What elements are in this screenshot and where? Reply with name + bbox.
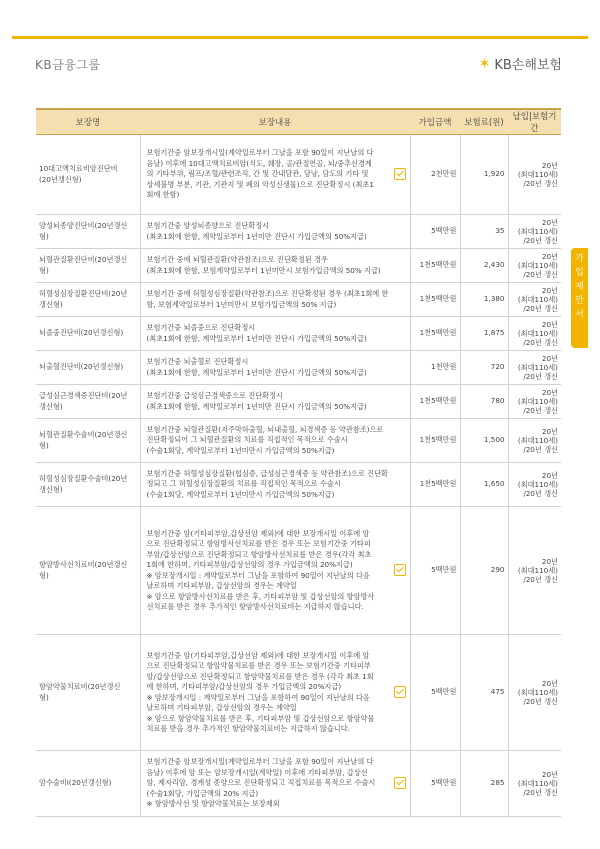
side-tab-char: 가 bbox=[575, 254, 584, 264]
coverage-detail-line: 보험기간중 암보장개시일(계약일로부터 그날을 포함 90일이 지난날의 다 bbox=[146, 148, 374, 158]
coverage-detail-line: 암, 제자리암, 경계성 종양으로 진단확정되고 직접치료를 목적으로 수술시 bbox=[146, 778, 376, 788]
coverage-detail-line: 보험기간중 암보장개시일(계약일로부터 그날을 포함 90일이 지난날의 다 bbox=[146, 757, 374, 767]
coverage-term-line: (최대110세) bbox=[517, 436, 558, 445]
coverage-name-line: 뇌졸중진단비(20년갱신형) bbox=[39, 328, 124, 338]
coverage-detail bbox=[140, 215, 410, 249]
checkbox-check-icon bbox=[394, 564, 406, 576]
coverage-premium: 1,500 bbox=[460, 419, 508, 463]
table-row bbox=[36, 751, 561, 817]
coverage-premium: 1,920 bbox=[460, 135, 508, 215]
coverage-name-line: 갱신형) bbox=[39, 299, 63, 309]
coverage-name-line: 갱신형) bbox=[39, 401, 63, 411]
table-row bbox=[36, 385, 561, 419]
coverage-detail bbox=[140, 385, 410, 419]
coverage-term bbox=[508, 463, 561, 507]
coverage-name-line: (20년갱신형) bbox=[39, 174, 82, 184]
coverage-detail bbox=[140, 283, 410, 317]
coverage-term-line: /20년 갱신 bbox=[523, 445, 558, 454]
coverage-premium: 285 bbox=[460, 751, 508, 817]
table-row bbox=[36, 351, 561, 385]
kb-star-icon: ✶ bbox=[478, 55, 491, 72]
coverage-name bbox=[36, 283, 140, 317]
coverage-name-line: 형) bbox=[39, 692, 49, 702]
coverage-premium: 720 bbox=[460, 351, 508, 385]
coverage-name-line: 뇌혈관질환수술비(20년갱신 bbox=[39, 430, 128, 439]
coverage-term-line: (최대110세) bbox=[517, 688, 558, 697]
coverage-detail-line: 의 기타부위, 림프/조혈/관련조직, 간 및 간내담관, 담낭, 담도의 기타 및 bbox=[146, 169, 369, 179]
coverage-detail-line: 보험기간중 급성심근경색증으로 진단확정시 bbox=[146, 391, 283, 400]
coverage-detail-line: 함, 보험계약일로부터 1년미만시 보험가입금액의 50% 지급) bbox=[146, 299, 337, 309]
coverage-term-line: /20년 갱신 bbox=[523, 489, 558, 498]
coverage-amount: 1천5백만원 bbox=[410, 463, 460, 507]
header-premium: 보험료(원) bbox=[460, 109, 508, 135]
coverage-detail-line: ※ 암으로 항암약물치료를 받은 후, 기타피부암 및 갑상선암으로 항암약물 bbox=[146, 713, 375, 723]
coverage-name bbox=[36, 463, 140, 507]
coverage-term-line: /20년 갱신 bbox=[523, 236, 558, 245]
coverage-term-line: /20년 갱신 bbox=[523, 406, 558, 415]
coverage-detail-line: 진단확정되어 그 뇌혈관질환의 치료를 직접적인 목적으로 수술시 bbox=[146, 435, 348, 445]
coverage-name-line: 급성심근경색증진단비(20년 bbox=[39, 391, 128, 400]
coverage-name-line: 형) bbox=[39, 231, 49, 241]
coverage-name bbox=[36, 249, 140, 283]
coverage-detail-line: ※ 암보장개시일 : 계약일로부터 그날을 포함하여 90일이 지난날의 다음 bbox=[146, 570, 370, 580]
coverage-detail bbox=[140, 751, 410, 817]
coverage-detail-line: 보험기간중 뇌혈관질환(지주막하출혈, 뇌내출혈, 뇌경색증 등 약관참조)으로 bbox=[146, 424, 384, 434]
coverage-term bbox=[508, 135, 561, 215]
header-coverage-detail: 보장내용 bbox=[140, 109, 410, 135]
coverage-term-line: 20년 bbox=[541, 471, 558, 480]
coverage-term bbox=[508, 215, 561, 249]
header-amount: 가입금액 bbox=[410, 109, 460, 135]
coverage-amount: 1천5백만원 bbox=[410, 283, 460, 317]
coverage-name bbox=[36, 317, 140, 351]
table-row bbox=[36, 215, 561, 249]
coverage-detail bbox=[140, 419, 410, 463]
coverage-detail-line: ※ 암으로 항암방사선치료를 받은 후, 기타피부암 및 갑상선암의 항암방사 bbox=[146, 591, 375, 601]
coverage-term-line: (최대110세) bbox=[517, 329, 558, 338]
table-row bbox=[36, 463, 561, 507]
coverage-premium: 1,380 bbox=[460, 283, 508, 317]
side-tab-proposal[interactable] bbox=[571, 248, 588, 348]
coverage-name-line: 항암방사선치료비(20년갱신 bbox=[39, 560, 128, 569]
coverage-detail-line: 정되고 그 허혈성심장질환의 치료를 직접적인 목적으로 수술시 bbox=[146, 479, 341, 489]
checkbox-check-icon bbox=[394, 686, 406, 698]
coverage-detail-line: ※ 항암방사선 및 항암약물치료는 보장제외 bbox=[146, 799, 280, 809]
top-accent-bar bbox=[12, 36, 588, 39]
coverage-name-line: 형) bbox=[39, 265, 49, 275]
coverage-premium: 1,650 bbox=[460, 463, 508, 507]
coverage-term-line: /20년 갱신 bbox=[523, 788, 558, 797]
coverage-name-line: 뇌혈관질환진단비(20년갱신 bbox=[39, 255, 128, 264]
coverage-detail bbox=[140, 249, 410, 283]
coverage-detail-line: 음날) 이후에 암 또는 암보장개시일(계약일) 이후에 기타피부암, 갑상선 bbox=[146, 767, 368, 777]
coverage-term bbox=[508, 249, 561, 283]
coverage-term-line: /20년 갱신 bbox=[523, 372, 558, 381]
side-tab-char: 제 bbox=[575, 282, 584, 292]
coverage-term-line: 20년 bbox=[541, 354, 558, 363]
coverage-term-line: /20년 갱신 bbox=[523, 304, 558, 313]
table-row bbox=[36, 135, 561, 215]
coverage-name bbox=[36, 419, 140, 463]
coverage-term bbox=[508, 419, 561, 463]
table-row bbox=[36, 249, 561, 283]
coverage-name-line: 갱신형) bbox=[39, 484, 63, 494]
coverage-term-line: /20년 갱신 bbox=[523, 179, 558, 188]
coverage-detail-line: 보험기간 중에 뇌혈관질환(약관참조)으로 진단확정된 경우 bbox=[146, 255, 328, 264]
coverage-detail-line: 보험기간중 뇌출혈로 진단확정시 bbox=[146, 357, 249, 366]
coverage-name bbox=[36, 507, 140, 635]
coverage-detail bbox=[140, 351, 410, 385]
coverage-name bbox=[36, 215, 140, 249]
coverage-premium: 1,875 bbox=[460, 317, 508, 351]
coverage-term-line: (최대110세) bbox=[517, 779, 558, 788]
coverage-detail-line: ※ 암보장개시일 : 계약일로부터 그날을 포함하여 90일이 지난날의 다음 bbox=[146, 692, 370, 702]
coverage-name-line: 항암약물치료비(20년갱신 bbox=[39, 682, 121, 691]
coverage-term-line: 20년 bbox=[541, 427, 558, 436]
coverage-detail-line: 회에 한함) bbox=[146, 190, 180, 200]
table-row bbox=[36, 635, 561, 751]
coverage-detail-line: (수술1회당, 가입금액의 20% 지급) bbox=[146, 788, 259, 798]
coverage-term-line: /20년 갱신 bbox=[523, 575, 558, 584]
coverage-term-line: 20년 bbox=[541, 388, 558, 397]
header-term: 납입|보험기간 bbox=[508, 109, 561, 135]
coverage-detail-line: (최초1회에 한함, 계약일로부터 1년미만 진단시 가입금액의 50%지급) bbox=[146, 231, 367, 241]
coverage-name bbox=[36, 135, 140, 215]
coverage-term bbox=[508, 317, 561, 351]
coverage-name-line: 허혈성심장질환수술비(20년 bbox=[39, 474, 128, 483]
kb-insurance-logo-text: KB손해보험 bbox=[494, 58, 562, 73]
coverage-term-line: (최대110세) bbox=[517, 261, 558, 270]
coverage-name bbox=[36, 385, 140, 419]
coverage-amount: 5백만원 bbox=[410, 751, 460, 817]
coverage-premium: 475 bbox=[460, 635, 508, 751]
coverage-name-line: 양성뇌종양진단비(20년갱신 bbox=[39, 221, 128, 230]
coverage-term-line: (최대110세) bbox=[517, 170, 558, 179]
coverage-detail-line: 보험기간중 양성뇌종양으로 진단확정시 bbox=[146, 221, 270, 230]
coverage-term-line: (최대110세) bbox=[517, 227, 558, 236]
coverage-term bbox=[508, 635, 561, 751]
coverage-term-line: (최대110세) bbox=[517, 397, 558, 406]
coverage-term-line: (최대110세) bbox=[517, 363, 558, 372]
coverage-detail-line: (최초1회에 한함, 보험계약일로부터 1년미만시 보험가입금액의 50% 지급) bbox=[146, 265, 381, 275]
coverage-detail bbox=[140, 463, 410, 507]
coverage-name bbox=[36, 351, 140, 385]
coverage-amount: 1천5백만원 bbox=[410, 317, 460, 351]
coverage-term-line: (최대110세) bbox=[517, 480, 558, 489]
coverage-term-line: 20년 bbox=[541, 218, 558, 227]
coverage-detail-line: 보험기간중 허혈성심장질환(협심증, 급성심근경색증 등 약관참조)으로 진단확 bbox=[146, 468, 388, 478]
coverage-detail-line: (최초1회에 한함, 계약일로부터 1년미만 진단시 가입금액의 50%지급) bbox=[146, 367, 367, 377]
table-header-row bbox=[36, 109, 561, 135]
coverage-detail-line: 선치료를 받은 경우 추가적인 항암방사선치료비는 지급하지 않습니다. bbox=[146, 602, 364, 611]
coverage-term-line: /20년 갱신 bbox=[523, 338, 558, 347]
coverage-amount: 1천5백만원 bbox=[410, 249, 460, 283]
coverage-table bbox=[36, 108, 561, 817]
coverage-term-line: 20년 bbox=[541, 161, 558, 170]
coverage-amount: 5백만원 bbox=[410, 507, 460, 635]
coverage-term-line: (최대110세) bbox=[517, 566, 558, 575]
table-row bbox=[36, 507, 561, 635]
coverage-detail-line: 에 한하며, 기타피부암/갑상선암의 경우 가입금액의 20%지급) bbox=[146, 682, 342, 691]
table-row bbox=[36, 283, 561, 317]
coverage-detail bbox=[140, 635, 410, 751]
coverage-term-line: 20년 bbox=[541, 557, 558, 566]
kb-insurance-logo bbox=[479, 54, 562, 73]
coverage-term bbox=[508, 751, 561, 817]
coverage-detail-line: 부암/갑상선암으로 진단확정되고 항암방사선치료를 받은 경우(각각 최초 bbox=[146, 549, 372, 559]
side-tab-char: 서 bbox=[575, 310, 584, 320]
coverage-term-line: /20년 갱신 bbox=[523, 697, 558, 706]
coverage-detail-line: 보험기간중 암(기타피부암,갑상선암 제외)에 대한 보장개시일 이후에 암 bbox=[146, 528, 370, 538]
coverage-amount: 5백만원 bbox=[410, 635, 460, 751]
coverage-detail bbox=[140, 135, 410, 215]
coverage-term-line: /20년 갱신 bbox=[523, 270, 558, 279]
coverage-amount: 1천만원 bbox=[410, 351, 460, 385]
coverage-detail-line: (수술1회당, 계약일로부터 1년미만시 가입금액의 50%지급) bbox=[146, 489, 335, 499]
coverage-detail-line: 1회에 한하며, 기타피부암/갑상선암의 경우 가입금액의 20%지급) bbox=[146, 560, 353, 569]
coverage-detail-line: 암/갑상선암으로 진단확정되고 항암약물치료를 받은 경우 (각각 최초 1회 bbox=[146, 671, 374, 681]
coverage-name-line: 뇌출혈진단비(20년갱신형) bbox=[39, 362, 124, 372]
coverage-detail-line: (최초1회에 한함, 계약일로부터 1년미만 진단시 가입금액의 50%지급) bbox=[146, 401, 367, 411]
coverage-detail-line: 치료를 받을 경우 추가적인 항암약물치료비는 지급하지 않습니다. bbox=[146, 724, 350, 733]
coverage-term bbox=[508, 385, 561, 419]
coverage-term-line: 20년 bbox=[541, 679, 558, 688]
coverage-premium: 780 bbox=[460, 385, 508, 419]
coverage-name-line: 허혈성심장질환진단비(20년 bbox=[39, 289, 128, 298]
coverage-detail-line: 으로 진단확정되고 항암약물치료를 받은 경우 또는 보험기간중 기타피부 bbox=[146, 661, 371, 670]
coverage-detail-line: 상세불명 부분, 기관, 기관지 및 폐의 악성신생물)으로 진단확정시 (최초1 bbox=[146, 179, 374, 189]
coverage-detail bbox=[140, 507, 410, 635]
coverage-detail-line: 보험기간 중에 허혈성심장질환(약관참조)으로 진단확정된 경우 (최초1회에 한 bbox=[146, 289, 389, 298]
coverage-term-line: 20년 bbox=[541, 252, 558, 261]
kb-financial-group-logo: KB금융그룹 bbox=[35, 58, 101, 72]
coverage-premium: 2,430 bbox=[460, 249, 508, 283]
coverage-name-line: 10대고액치료비암진단비 bbox=[39, 164, 118, 173]
header-coverage-name: 보장명 bbox=[36, 109, 140, 135]
coverage-detail-line: 보험기간중 뇌졸중으로 진단확정시 bbox=[146, 323, 256, 332]
coverage-detail-line: 음날) 이후에 10대고액치료비암(식도, 췌장, 골/관절연골, 뇌/중추신경계 bbox=[146, 158, 372, 168]
coverage-detail-line: (수술1회당, 계약일로부터 1년미만시 가입금액의 50%지급) bbox=[146, 445, 335, 455]
side-tab-char: 안 bbox=[575, 296, 584, 306]
coverage-detail-line: 날로하며 기타피부암, 갑상선암의 경우는 계약일 bbox=[146, 581, 297, 590]
coverage-amount: 5백만원 bbox=[410, 215, 460, 249]
coverage-term-line: 20년 bbox=[541, 286, 558, 295]
coverage-term-line: (최대110세) bbox=[517, 295, 558, 304]
coverage-term-line: 20년 bbox=[541, 770, 558, 779]
side-tab-char: 입 bbox=[575, 268, 584, 278]
coverage-detail-line: 으로 진단확정되고 항암방사선치료를 받은 경우 또는 보험기간중 기타피 bbox=[146, 539, 371, 548]
coverage-term-line: 20년 bbox=[541, 320, 558, 329]
table-row bbox=[36, 419, 561, 463]
coverage-detail bbox=[140, 317, 410, 351]
coverage-detail-line: 보험기간중 암(기타피부암,갑상선암 제외)에 대한 보장개시일 이후에 암 bbox=[146, 650, 370, 660]
coverage-name bbox=[36, 635, 140, 751]
table-row bbox=[36, 317, 561, 351]
checkbox-check-icon bbox=[394, 168, 406, 180]
coverage-name-line: 암수술비Ⅰ(20년갱신형) bbox=[39, 778, 112, 788]
coverage-term bbox=[508, 283, 561, 317]
coverage-amount: 1천5백만원 bbox=[410, 385, 460, 419]
coverage-name-line: 형) bbox=[39, 570, 49, 580]
coverage-detail-line: (최초1회에 한함, 계약일로부터 1년미만 진단시 가입금액의 50%지급) bbox=[146, 333, 367, 343]
coverage-amount: 1천5백만원 bbox=[410, 419, 460, 463]
coverage-term bbox=[508, 351, 561, 385]
coverage-premium: 35 bbox=[460, 215, 508, 249]
coverage-term bbox=[508, 507, 561, 635]
checkbox-check-icon bbox=[394, 777, 406, 789]
coverage-detail-line: 날로하며 기타피부암, 갑상선암의 경우는 계약일 bbox=[146, 703, 297, 712]
coverage-amount: 2천만원 bbox=[410, 135, 460, 215]
coverage-premium: 290 bbox=[460, 507, 508, 635]
coverage-name bbox=[36, 751, 140, 817]
coverage-name-line: 형) bbox=[39, 440, 49, 450]
